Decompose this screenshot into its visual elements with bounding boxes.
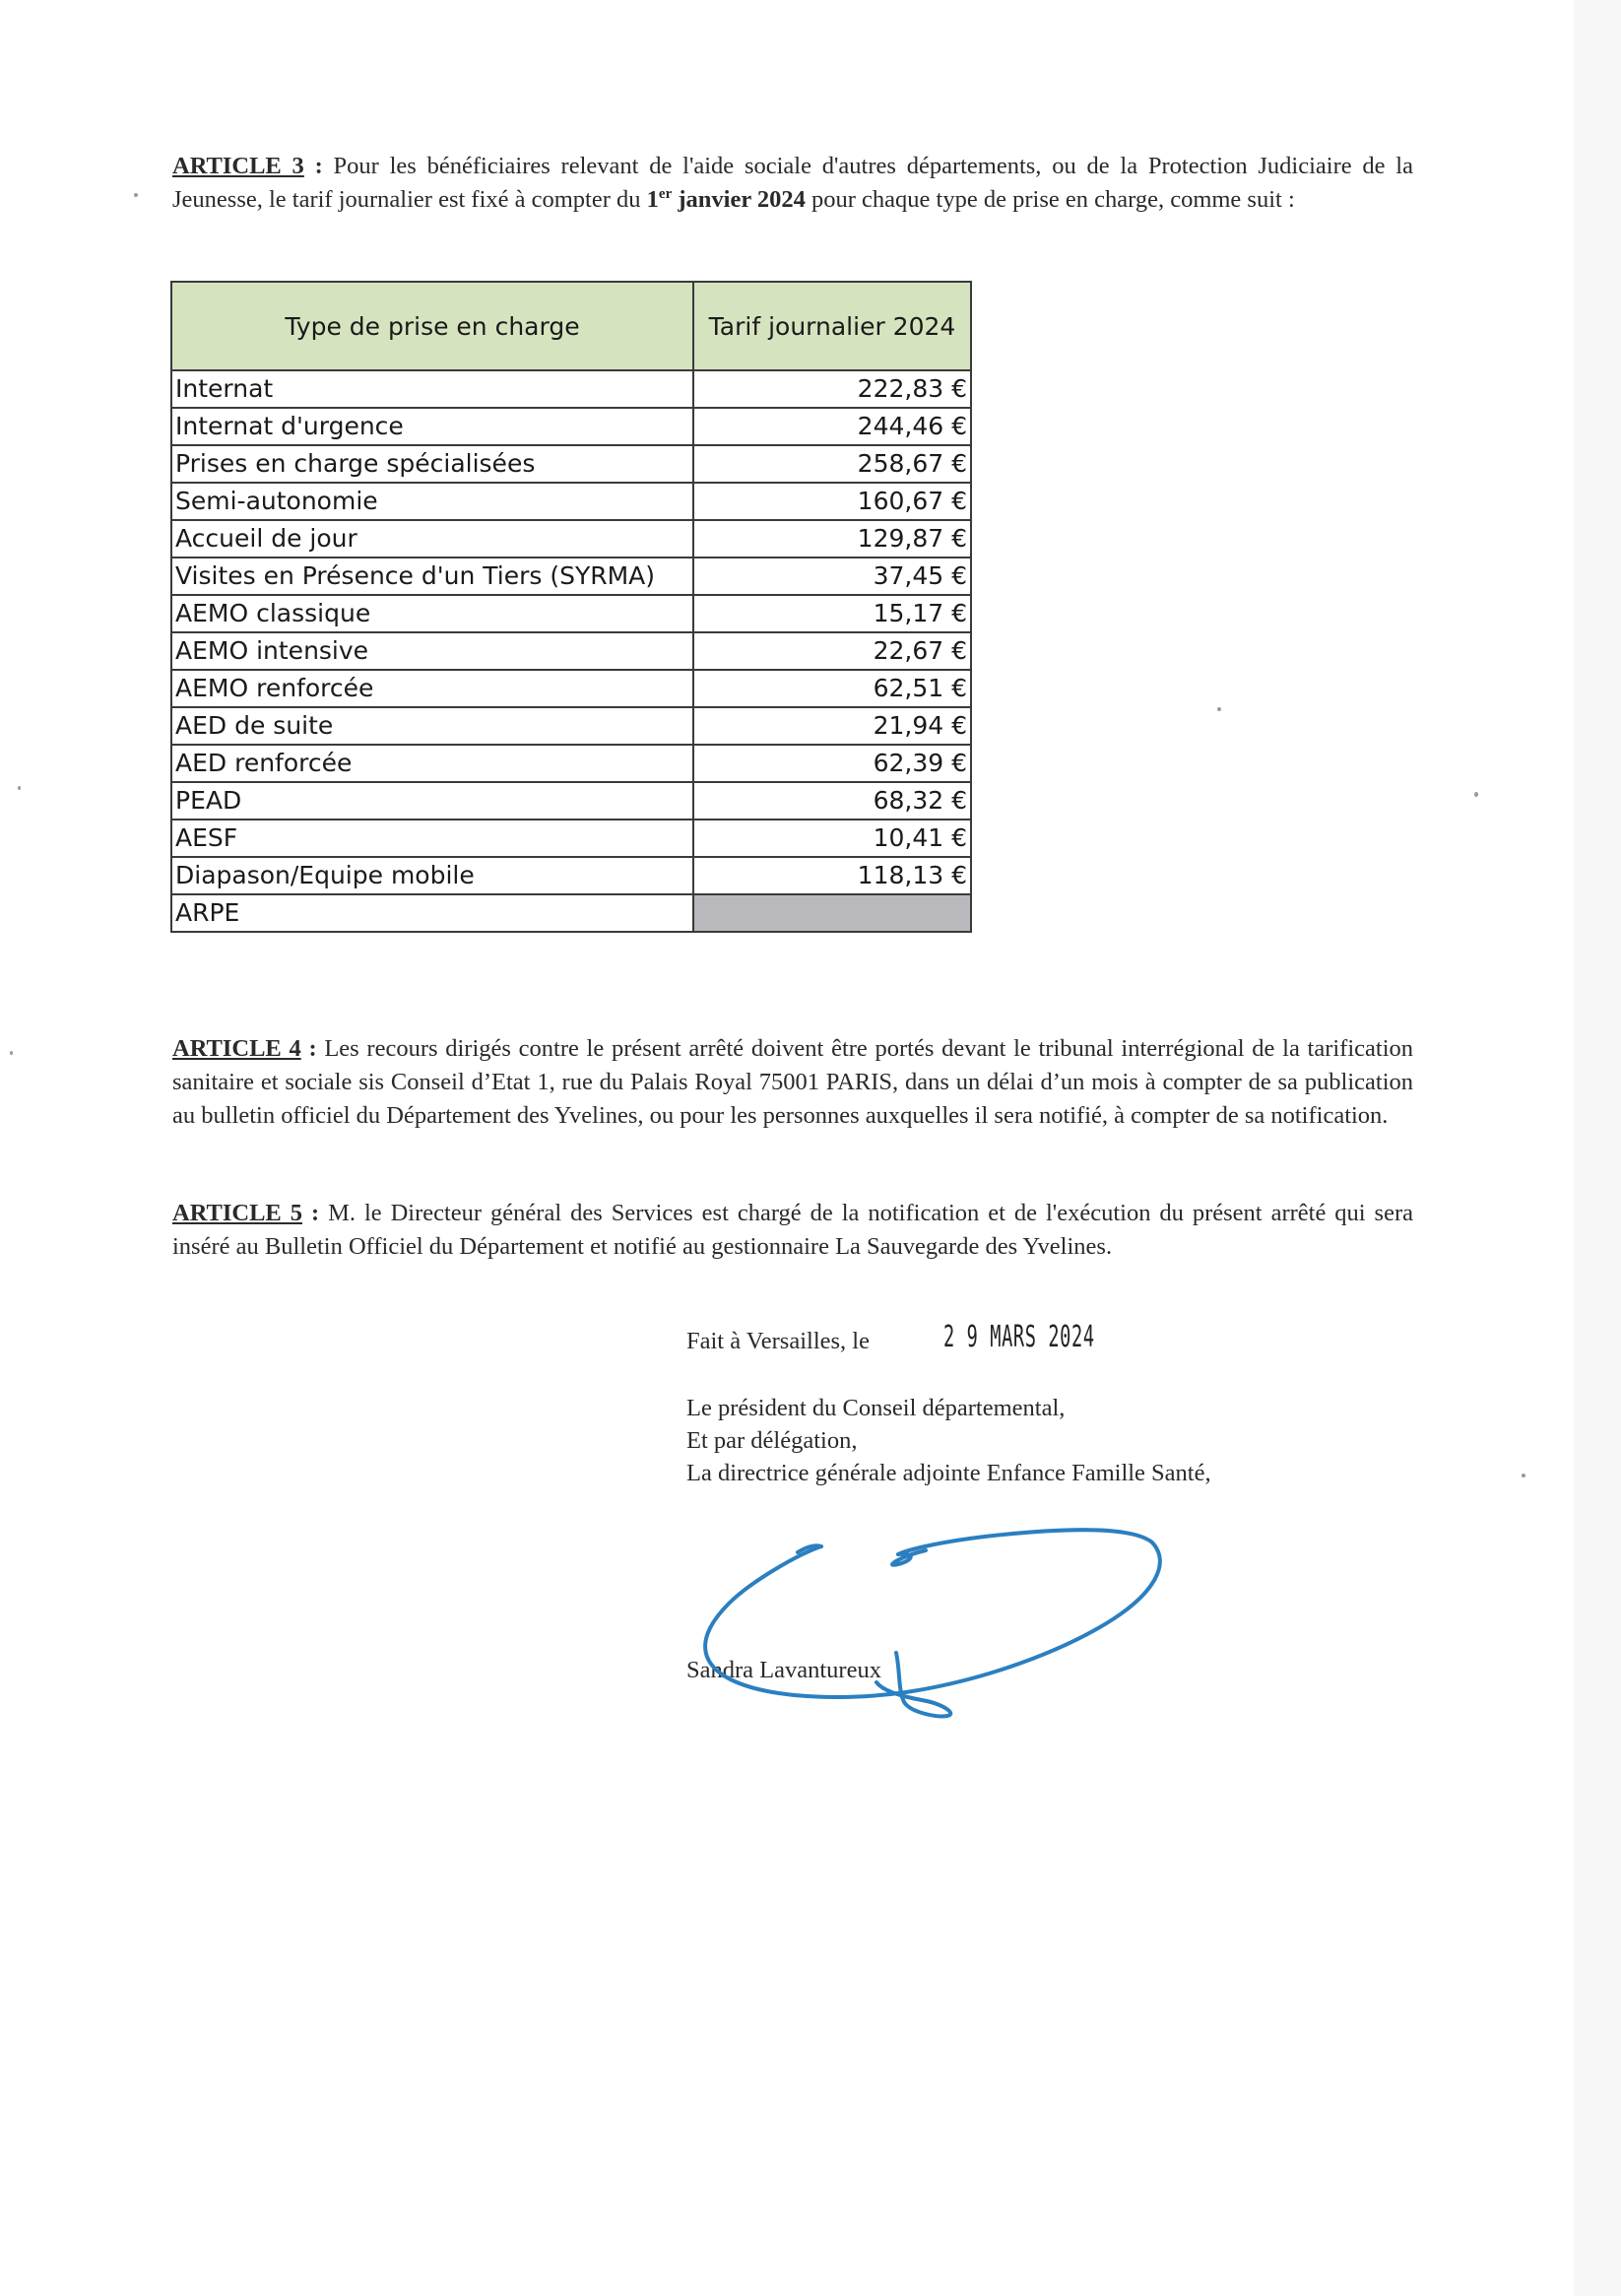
cell-tarif: 118,13 € bbox=[693, 857, 971, 894]
cell-type: AEMO intensive bbox=[171, 632, 693, 670]
cell-tarif: 129,87 € bbox=[693, 520, 971, 558]
cell-tarif: 160,67 € bbox=[693, 483, 971, 520]
signer-name: Sandra Lavantureux bbox=[686, 1657, 881, 1683]
cell-tarif: 222,83 € bbox=[693, 370, 971, 408]
cell-type: AESF bbox=[171, 820, 693, 857]
table-row bbox=[171, 857, 971, 894]
date-stamp: 2 9 MARS 2024 bbox=[943, 1320, 1095, 1354]
table-row bbox=[171, 408, 971, 445]
cell-tarif: 68,32 € bbox=[693, 782, 971, 820]
table-row bbox=[171, 558, 971, 595]
scan-speck bbox=[10, 1051, 13, 1055]
cell-tarif: 62,39 € bbox=[693, 745, 971, 782]
scan-speck bbox=[134, 193, 138, 197]
article-5-paragraph: ARTICLE 5 : M. le Directeur général des Services est chargé de la notification et de l'exécution du présent arrêté qui sera inséré au Bulletin Officiel du Département et notifié au gestionnaire La Sauvegarde des Yvelines. bbox=[172, 1200, 1413, 1260]
signatory-title: Le président du Conseil départemental, Et par délégation, La directrice générale adjointe Enfance Famille Santé, bbox=[686, 1395, 1211, 1486]
table-row bbox=[171, 670, 971, 707]
cell-type: Internat bbox=[171, 370, 693, 408]
table-row bbox=[171, 595, 971, 632]
cell-type: Accueil de jour bbox=[171, 520, 693, 558]
cell-tarif: 62,51 € bbox=[693, 670, 971, 707]
cell-type: AEMO classique bbox=[171, 595, 693, 632]
scan-speck bbox=[1217, 707, 1221, 711]
article-3-paragraph: ARTICLE 3 : Pour les bénéficiaires relevant de l'aide sociale d'autres départements, ou de la Protection Judiciaire de la Jeunesse, le tarif journalier est fixé à compter du 1er janvier 2024 pour chaque type de prise en charge, comme suit : bbox=[172, 153, 1413, 213]
cell-tarif: 22,67 € bbox=[693, 632, 971, 670]
table-row bbox=[171, 820, 971, 857]
cell-tarif: 244,46 € bbox=[693, 408, 971, 445]
cell-type: PEAD bbox=[171, 782, 693, 820]
table-row bbox=[171, 894, 971, 932]
scan-speck bbox=[18, 786, 21, 790]
cell-type: AED de suite bbox=[171, 707, 693, 745]
table-row bbox=[171, 745, 971, 782]
cell-type: Semi-autonomie bbox=[171, 483, 693, 520]
table-row bbox=[171, 445, 971, 483]
cell-type: ARPE bbox=[171, 894, 693, 932]
cell-type: AED renforcée bbox=[171, 745, 693, 782]
cell-tarif bbox=[693, 894, 971, 932]
cell-tarif: 15,17 € bbox=[693, 595, 971, 632]
article-4-paragraph: ARTICLE 4 : Les recours dirigés contre le présent arrêté doivent être portés devant le tribunal interrégional de la tarification sanitaire et sociale sis Conseil d’Etat 1, rue du Palais Royal 75001 PARIS, dans un délai d’un mois à compter de sa publication au bulletin officiel du Département des Yvelines, ou pour les personnes auxquelles il sera notifié, à compter de sa notification. bbox=[172, 1035, 1413, 1129]
cell-type: Internat d'urgence bbox=[171, 408, 693, 445]
scan-edge bbox=[1574, 0, 1621, 2296]
cell-tarif: 10,41 € bbox=[693, 820, 971, 857]
article-3-label: ARTICLE 3 bbox=[172, 153, 304, 179]
cell-tarif: 21,94 € bbox=[693, 707, 971, 745]
table-row bbox=[171, 707, 971, 745]
table-row bbox=[171, 782, 971, 820]
table-row bbox=[171, 483, 971, 520]
tariff-table bbox=[170, 281, 972, 933]
table-header-row bbox=[171, 282, 971, 370]
cell-type: Diapason/Equipe mobile bbox=[171, 857, 693, 894]
header-type: Type de prise en charge bbox=[171, 282, 693, 370]
scan-speck bbox=[1522, 1474, 1525, 1477]
table-row bbox=[171, 520, 971, 558]
scan-speck bbox=[1474, 792, 1478, 797]
signing-place: Fait à Versailles, le bbox=[686, 1328, 870, 1354]
article-5-label: ARTICLE 5 bbox=[172, 1200, 302, 1226]
cell-type: AEMO renforcée bbox=[171, 670, 693, 707]
article-4-label: ARTICLE 4 bbox=[172, 1035, 301, 1062]
table-row bbox=[171, 632, 971, 670]
table-row bbox=[171, 370, 971, 408]
cell-type: Visites en Présence d'un Tiers (SYRMA) bbox=[171, 558, 693, 595]
cell-tarif: 258,67 € bbox=[693, 445, 971, 483]
cell-tarif: 37,45 € bbox=[693, 558, 971, 595]
header-tarif: Tarif journalier 2024 bbox=[693, 282, 971, 370]
cell-type: Prises en charge spécialisées bbox=[171, 445, 693, 483]
handwritten-signature bbox=[689, 1525, 1182, 1751]
effective-date: 1er janvier 2024 bbox=[646, 185, 806, 213]
